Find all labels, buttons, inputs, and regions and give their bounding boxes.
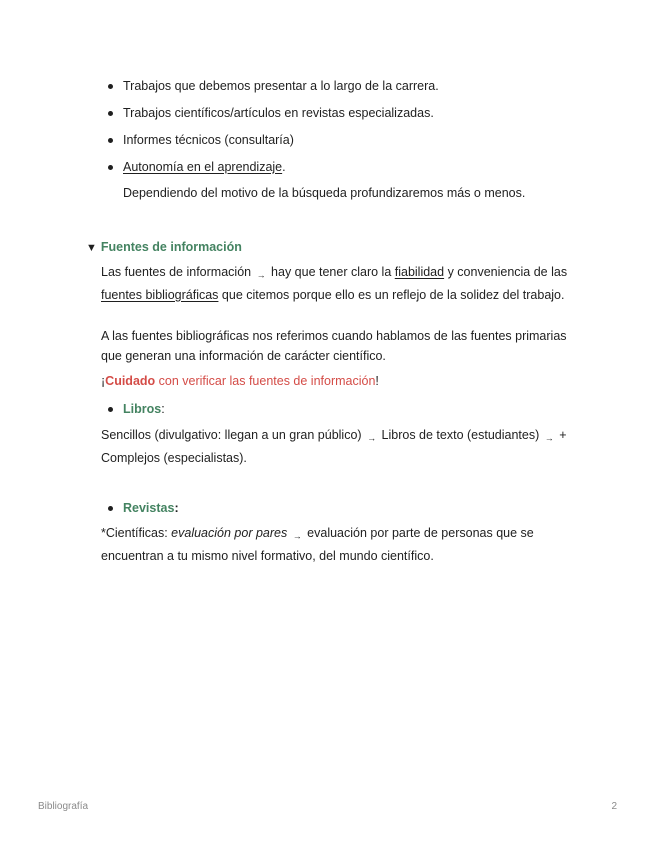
autonomia-link[interactable]: Autonomía en el aprendizaje	[123, 160, 283, 174]
list-item	[104, 500, 179, 516]
bullet-list	[104, 78, 604, 186]
text-run: evaluación por parte de personas que se encuentran a tu mismo nivel formativo, del mundo científico.	[101, 526, 534, 563]
text-run: y conveniencia de las	[444, 265, 568, 279]
revistas-suffix: :	[174, 501, 179, 515]
arrow-right-icon: →	[367, 433, 377, 443]
text-run: ¡	[101, 374, 106, 388]
list-item	[104, 132, 604, 159]
text-run: que citemos porque ello es un reflejo de la solidez del trabajo.	[218, 287, 565, 302]
libros-list	[104, 401, 165, 417]
fiabilidad-link[interactable]: fiabilidad	[394, 265, 445, 279]
list-item-text: Informes técnicos (consultaría)	[123, 133, 294, 147]
paragraph-sencillos	[101, 426, 571, 468]
cuidado-word: Cuidado	[105, 374, 156, 388]
text-run: hay que tener claro la	[267, 265, 395, 279]
arrow-right-icon: →	[256, 270, 266, 280]
text-run: !	[375, 374, 379, 388]
paragraph-cuidado	[101, 372, 571, 392]
footer-title: Bibliografía	[38, 801, 89, 812]
triangle-down-icon[interactable]: ▼	[86, 242, 97, 254]
cuidado-rest: con verificar las fuentes de información	[155, 374, 376, 388]
text-run: Las fuentes de información	[101, 265, 252, 279]
list-item-text: Trabajos que debemos presentar a lo largo de la carrera.	[123, 79, 439, 93]
revistas-list	[104, 500, 179, 516]
text-run: *Científicas:	[101, 526, 172, 540]
autonomia-suffix: .	[282, 160, 286, 174]
toggle-fuentes[interactable]	[86, 239, 242, 256]
evaluacion-pares: evaluación por pares	[171, 526, 288, 540]
list-item	[104, 159, 604, 186]
paragraph-primarias: A las fuentes bibliográficas nos referimos cuando hablamos de las fuentes primarias que generan una información de carácter científico.	[101, 329, 567, 363]
toggle-title: Fuentes de información	[100, 240, 242, 254]
fuentes-bibliograficas-link[interactable]: fuentes bibliográficas	[101, 287, 219, 302]
paragraph-cientificas	[101, 524, 571, 566]
libros-label: Libros	[123, 402, 162, 416]
list-item	[104, 105, 604, 132]
list-item	[104, 78, 604, 105]
arrow-right-icon: →	[544, 433, 554, 443]
libros-suffix: :	[161, 402, 165, 416]
text-run: Libros de texto (estudiantes)	[378, 428, 540, 442]
list-item-text: Trabajos científicos/artículos en revistas especializadas.	[123, 106, 434, 120]
paragraph-fuentes	[101, 263, 571, 305]
dependiendo-paragraph: Dependiendo del motivo de la búsqueda profundizaremos más o menos.	[123, 186, 526, 200]
text-run: + Complejos (especialistas).	[101, 428, 567, 465]
list-item	[104, 401, 165, 417]
arrow-right-icon: →	[292, 531, 302, 541]
revistas-label: Revistas	[123, 501, 175, 515]
page-number: 2	[611, 801, 617, 812]
text-run: Sencillos (divulgativo: llegan a un gran público)	[101, 428, 362, 442]
